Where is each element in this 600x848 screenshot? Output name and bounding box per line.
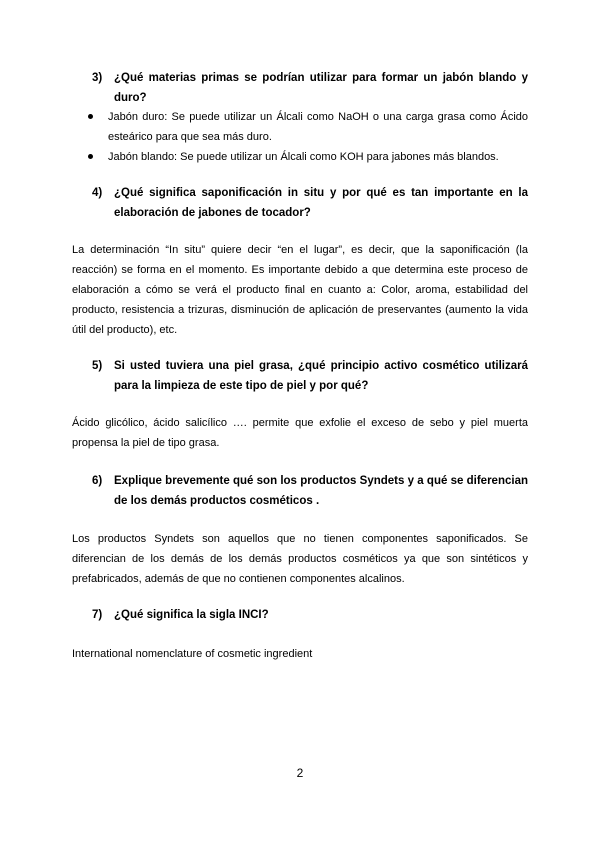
bullet-list xyxy=(88,107,528,167)
question-number: 7) xyxy=(92,609,103,621)
list-item-text: Jabón duro: Se puede utilizar un Álcali como NaOH o una carga grasa como Ácido esteárico para que sea más duro. xyxy=(108,111,528,143)
question-text: ¿Qué significa la sigla INCI? xyxy=(114,609,269,621)
question-number: 5) xyxy=(92,360,103,372)
question-7 xyxy=(92,605,528,625)
question-number: 3) xyxy=(92,72,103,84)
bullet-icon xyxy=(88,114,93,119)
question-number: 4) xyxy=(92,187,103,199)
question-text: Si usted tuviera una piel grasa, ¿qué principio activo cosmético utilizará para la limpieza de este tipo de piel y por qué? xyxy=(114,360,528,392)
page-number: 2 xyxy=(296,766,304,780)
list-item xyxy=(88,107,528,147)
question-3 xyxy=(92,68,528,108)
answer-4: La determinación “In situ” quiere decir “en el lugar”, es decir, que la saponificación (la reacción) se forma en el momento. Es importante debido a que determina este proceso de elaboración a cómo se verá el producto final en cuanto a: Color, aroma, estabilidad del producto, resistencia a trizuras, disminución de aplicación de preservantes (aumento la vida útil del producto), etc. xyxy=(72,244,528,336)
question-text: ¿Qué significa saponificación in situ y por qué es tan importante en la elaboración de jabones de tocador? xyxy=(114,187,528,219)
answer-6: Los productos Syndets son aquellos que no tienen componentes saponificados. Se diferencian de los demás de los demás productos cosméticos ya que son sintéticos y prefabricados, además de que no contienen componentes alcalinos. xyxy=(72,533,528,585)
answer-5: Ácido glicólico, ácido salicílico …. permite que exfolie el exceso de sebo y piel muerta propensa la piel de tipo grasa. xyxy=(72,417,528,449)
question-5 xyxy=(92,356,528,396)
question-number: 6) xyxy=(92,475,103,487)
question-4 xyxy=(92,183,528,223)
list-item-text: Jabón blando: Se puede utilizar un Álcali como KOH para jabones más blandos. xyxy=(108,151,499,163)
list-item xyxy=(88,147,528,167)
answer-7: International nomenclature of cosmetic ingredient xyxy=(72,648,313,660)
question-6 xyxy=(92,471,528,511)
bullet-icon xyxy=(88,154,93,159)
question-text: Explique brevemente qué son los productos Syndets y a qué se diferencian de los demás productos cosméticos . xyxy=(114,475,528,507)
question-text: ¿Qué materias primas se podrían utilizar para formar un jabón blando y duro? xyxy=(114,72,528,104)
